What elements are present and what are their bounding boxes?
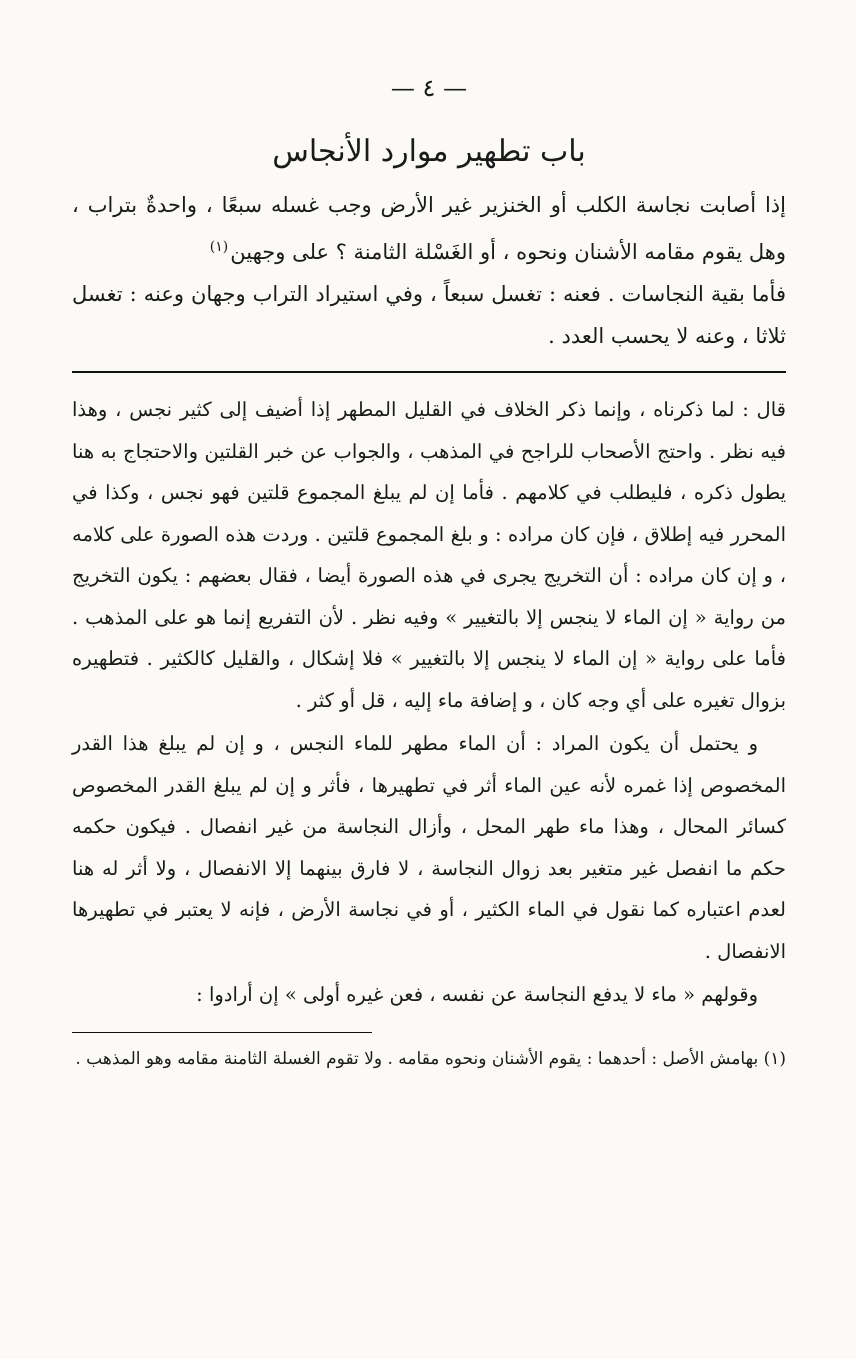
main-text (72, 184, 786, 357)
chapter-title: باب تطهير موارد الأنجاس (272, 134, 586, 169)
footnote-reference: (١) (209, 239, 229, 255)
commentary-paragraph: و يحتمل أن يكون المراد : أن الماء مطهر للماء النجس ، و إن لم يبلغ هذا القدر المخصوص إذا غمره لأنه عين الماء أثر في تطهيرها ، فأثر و إن لم يبلغ القدر المخصوص كسائر المحال ، وهذا ماء طهر المحل ، وأزال النجاسة من غير انفصال . فيكون حكمه حكم ما انفصل غير متغير بعد زوال النجاسة ، لا فارق بينهما إلا الانفصال ، ولا أثر له هنا لعدم اعتباره كما نقول في الماء الكثير ، أو في نجاسة الأرض ، فإنه لا يعتبر في تطهيرها الانفصال . (72, 732, 786, 963)
footnote (72, 1043, 786, 1075)
main-text-paragraph: فأما بقية النجاسات . فعنه : تغسل سبعاً ، وفي استيراد التراب وجهان وعنه : تغسل ثلاثا ، وعنه لا يحسب العدد . (72, 282, 786, 348)
commentary (72, 389, 786, 1016)
main-text-paragraph (72, 184, 786, 273)
main-text-line: إذا أصابت نجاسة الكلب أو الخنزير غير الأرض وجب غسله سبعًا ، واحدةٌ بتراب ، وهل يقوم مقامه الأشنان ونحوه ، أو الغَسْلة الثامنة ؟ على وجهين (72, 193, 786, 264)
page-number: — ٤ — (390, 74, 468, 102)
commentary-paragraph: وقولهم « ماء لا يدفع النجاسة عن نفسه ، فعن غيره أولى » إن أرادوا : (196, 983, 758, 1006)
section-divider (72, 371, 786, 373)
footnote-divider (72, 1032, 372, 1033)
footnote-text: (١) بهامش الأصل : أحدهما : يقوم الأشنان ونحوه مقامه . ولا تقوم الغسلة الثامنة مقامه وهو المذهب . (75, 1048, 786, 1069)
commentary-paragraph: قال : لما ذكرناه ، وإنما ذكر الخلاف في القليل المطهر إذا أضيف إلى كثير نجس ، وهذا فيه نظر . واحتج الأصحاب للراجح في المذهب ، والجواب عن خبر القلتين والاحتجاج به هنا يطول ذكره ، فليطلب في كلامهم . فأما إن لم يبلغ المجموع قلتين فهو نجس ، وكذا في المحرر فيه إطلاق ، فإن كان مراده : و بلغ المجموع قلتين . وردت هذه الصورة على كلامه ، و إن كان مراده : أن التخريج يجرى في هذه الصورة أيضا ، فقال بعضهم : يكون التخريج من رواية « إن الماء لا ينجس إلا بالتغيير » وفيه نظر . لأن التفريع إنما هو على المذهب . فأما على رواية « إن الماء لا ينجس إلا بالتغيير » فلا إشكال ، والقليل كالكثير . فتطهيره بزوال تغيره على أي وجه كان ، و إضافة ماء إليه ، قل أو كثر . (72, 398, 786, 712)
